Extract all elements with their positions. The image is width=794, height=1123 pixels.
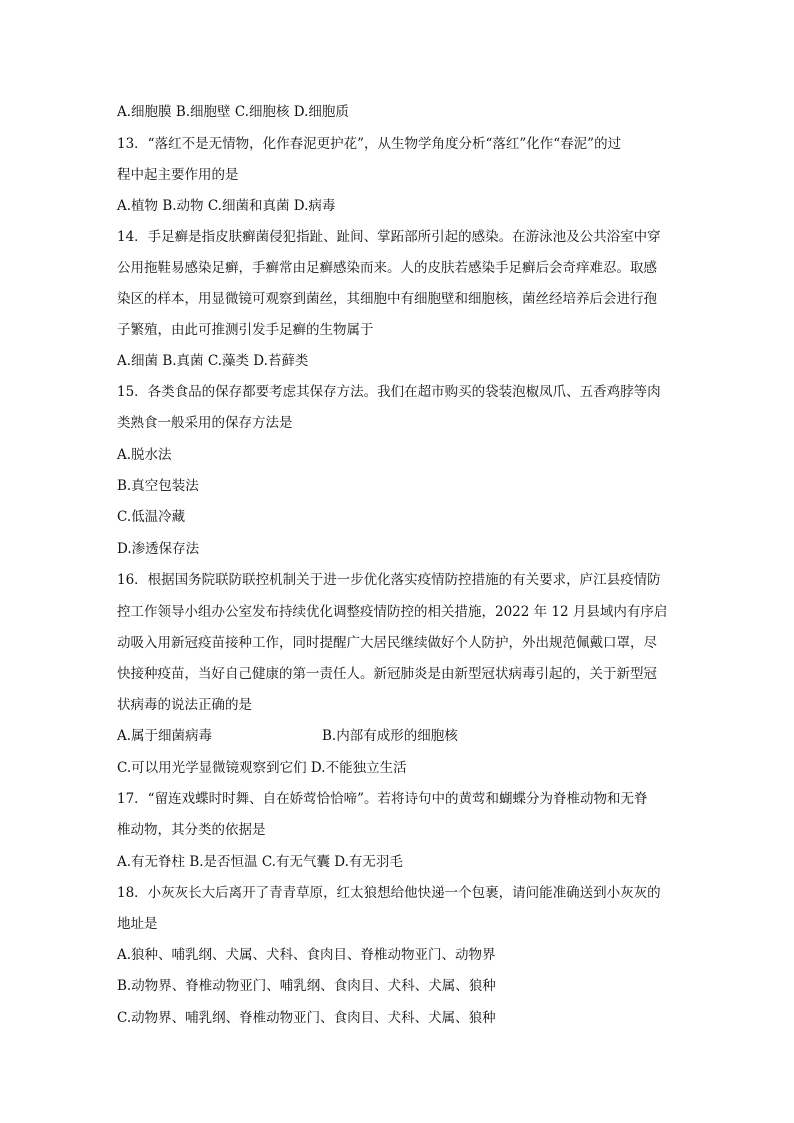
q16-option-b: B.内部有成形的细胞核 [322, 728, 458, 744]
q14-stem-line-4: 子繁殖，由此可推测引发手足癣的生物属于 [117, 322, 374, 338]
q13-options: A.植物 B.动物 C.细菌和真菌 D.病毒 [117, 198, 336, 214]
q14-stem-line-2: 公用拖鞋易感染足癣，手癣常由足癣感染而来。人的皮肤若感染手足癣后会奇痒难忍。取感 [117, 260, 657, 276]
q16-stem-line-3: 动吸入用新冠疫苗接种工作，同时提醒广大居民继续做好个人防护，外出规范佩戴口罩，尽 [117, 635, 657, 651]
q12-options: A.细胞膜 B.细胞壁 C.细胞核 D.细胞质 [117, 104, 349, 120]
q16-stem-line-1: 16．根据国务院联防联控机制关于进一步优化落实疫情防控措施的有关要求，庐江县疫情防 [117, 572, 661, 588]
q13-stem-line-2: 程中起主要作用的是 [117, 167, 239, 183]
q14-stem-line-1: 14．手足癣是指皮肤癣菌侵犯指趾、趾间、掌跖部所引起的感染。在游泳池及公共浴室中穿 [117, 229, 661, 245]
q14-options: A.细菌 B.真菌 C.藻类 D.苔藓类 [117, 353, 309, 369]
q13-stem-line-1: 13．“落红不是无情物，化作春泥更护花”，从生物学角度分析“落红”化作“春泥”的过 [117, 136, 622, 152]
q15-option-b: B.真空包装法 [117, 478, 199, 494]
q15-stem-line-1: 15．各类食品的保存都要考虑其保存方法。我们在超市购买的袋装泡椒凤爪、五香鸡脖等肉 [117, 384, 661, 400]
q16-options-c-d: C.可以用光学显微镜观察到它们 D.不能独立生活 [117, 760, 407, 776]
q17-options: A.有无脊柱 B.是否恒温 C.有无气囊 D.有无羽毛 [117, 854, 403, 870]
q15-option-a: A.脱水法 [117, 447, 172, 463]
q18-option-c: C.动物界、哺乳纲、脊椎动物亚门、食肉目、犬科、犬属、狼种 [117, 1010, 496, 1026]
q14-stem-line-3: 染区的样本，用显微镜可观察到菌丝，其细胞中有细胞壁和细胞核，菌丝经培养后会进行孢 [117, 291, 657, 307]
q18-stem-line-2: 地址是 [117, 916, 158, 932]
q18-option-a: A.狼种、哺乳纲、犬属、犬科、食肉目、脊椎动物亚门、动物界 [117, 947, 496, 963]
q15-stem-line-2: 类熟食一般采用的保存方法是 [117, 415, 293, 431]
q18-stem-line-1: 18．小灰灰长大后离开了青青草原，红太狼想给他快递一个包裹，请问能准确送到小灰灰的 [117, 885, 661, 901]
q16-option-a: A.属于细菌病毒 [117, 728, 213, 744]
q17-stem-line-1: 17．“留连戏蝶时时舞、自在娇莺恰恰啼”。若将诗句中的黄莺和蝴蝶分为脊椎动物和无脊 [117, 791, 648, 807]
q16-stem-line-5: 状病毒的说法正确的是 [117, 697, 252, 713]
q16-stem-line-2: 控工作领导小组办公室发布持续优化调整疫情防控的相关措施，2022 年 12 月县域内有序启 [117, 604, 668, 620]
q18-option-b: B.动物界、脊椎动物亚门、哺乳纲、食肉目、犬科、犬属、狼种 [117, 978, 496, 994]
q15-option-d: D.渗透保存法 [117, 541, 200, 557]
q17-stem-line-2: 椎动物，其分类的依据是 [117, 822, 266, 838]
q16-stem-line-4: 快接种疫苗，当好自己健康的第一责任人。新冠肺炎是由新型冠状病毒引起的，关于新型冠 [117, 666, 657, 682]
q15-option-c: C.低温冷藏 [117, 509, 186, 525]
